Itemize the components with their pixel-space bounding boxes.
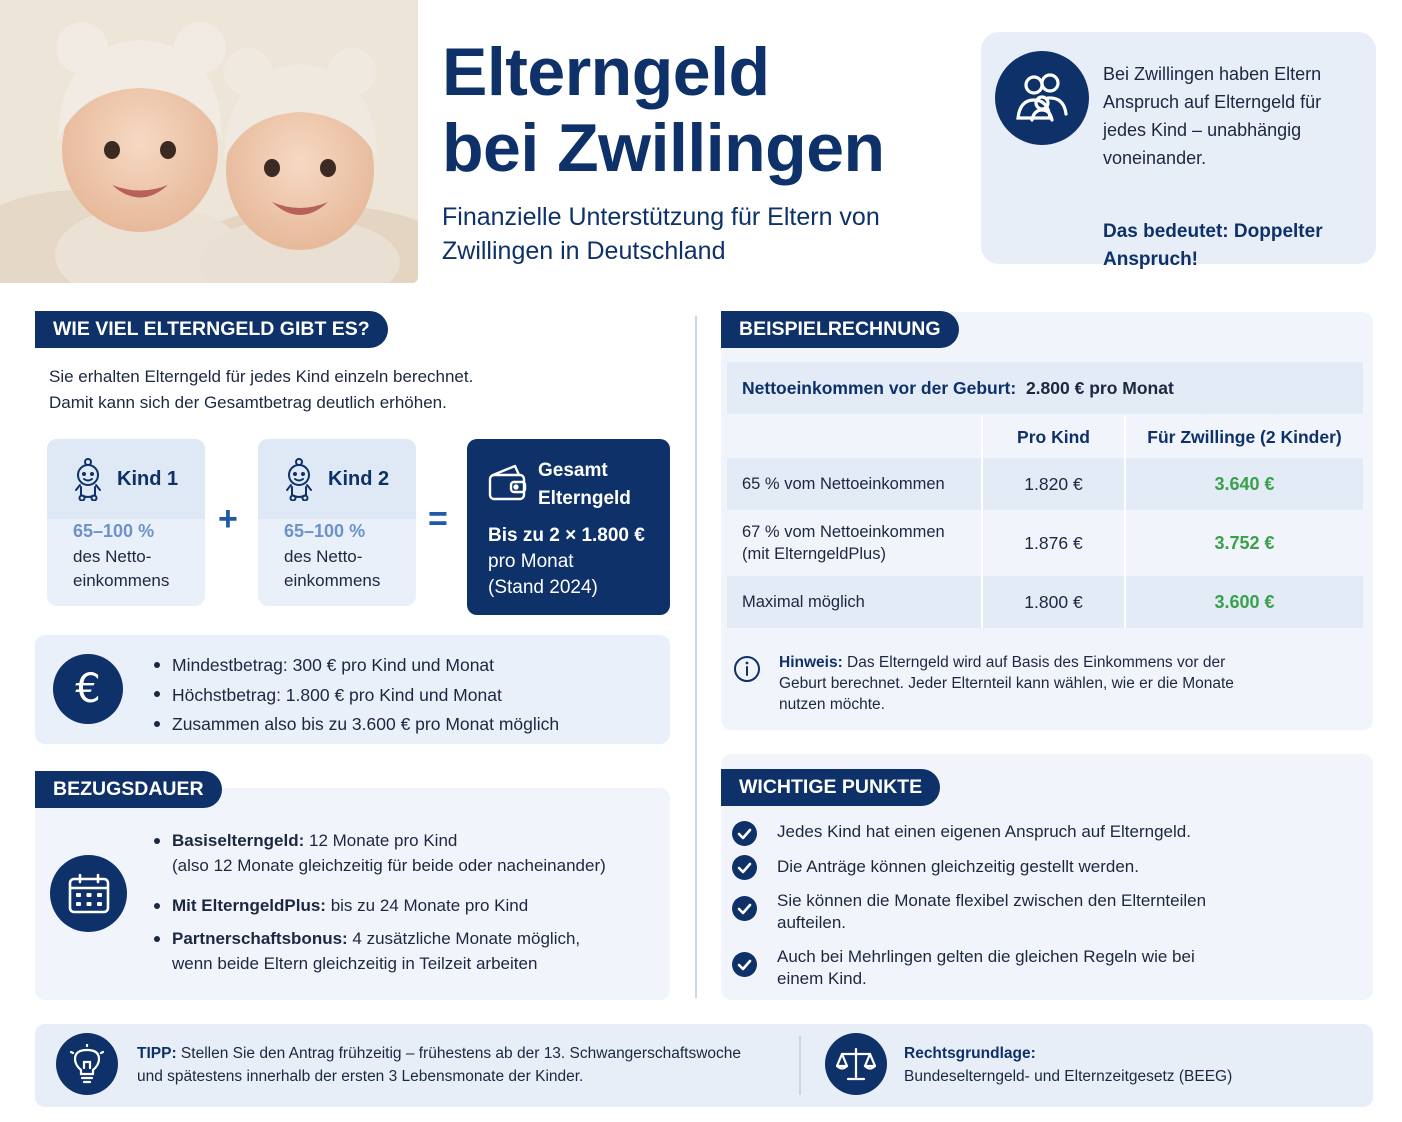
- section-heading-bezugsdauer: BEZUGSDAUER: [35, 771, 222, 808]
- desc-line: des Netto-: [284, 547, 363, 566]
- equals-sign: =: [428, 500, 448, 538]
- gesamt-title-line: Gesamt: [538, 460, 608, 481]
- item-bold: Partnerschaftsbonus:: [172, 929, 348, 948]
- subtitle-line-2: Zwillingen in Deutschland: [442, 237, 726, 265]
- highlight-line: Das bedeutet: Doppelter: [1103, 221, 1323, 242]
- item-bold: Mit ElterngeldPlus:: [172, 896, 326, 915]
- gesamt-title-line: Elterngeld: [538, 488, 631, 509]
- intro-line: Sie erhalten Elterngeld für jedes Kind einzeln berechnet.: [49, 367, 474, 386]
- list-item: Zusammen also bis zu 3.600 € pro Monat möglich: [152, 710, 559, 740]
- item-line2: (also 12 Monate gleichzeitig für beide oder nacheinander): [172, 856, 606, 875]
- row-label: 65 % vom Nettoeinkommen: [742, 474, 945, 493]
- section-heading-beispiel: BEISPIELRECHNUNG: [721, 311, 959, 348]
- twins-info-box: [981, 32, 1376, 270]
- table-row: [727, 510, 1363, 576]
- tipp-label: TIPP:: [137, 1045, 177, 1062]
- amount-limits-box: [35, 635, 670, 744]
- table-row: [727, 576, 1363, 628]
- table-row: [727, 458, 1363, 510]
- scales-icon: [825, 1033, 887, 1095]
- item-line2: wenn beide Eltern gleichzeitig in Teilzeit arbeiten: [172, 954, 538, 973]
- hinweis-line: Das Elterngeld wird auf Basis des Einkommens vor der: [842, 654, 1226, 671]
- gesamt-sub-line: pro Monat: [488, 551, 574, 572]
- euro-icon: [53, 654, 123, 724]
- list-item-line: Sie können die Monate flexibel zwischen den Elternteilen: [777, 891, 1207, 910]
- netto-label: Nettoeinkommen vor der Geburt:: [742, 377, 1017, 398]
- gesamt-sub-line: (Stand 2024): [488, 577, 598, 598]
- gesamt-title: [538, 457, 631, 513]
- row-zwillinge: 3.600 €: [1124, 576, 1363, 628]
- list-item: Mindestbetrag: 300 € pro Kind und Monat: [152, 651, 559, 681]
- kind-2-pct: 65–100 %: [284, 521, 366, 541]
- baby-icon: [71, 457, 105, 501]
- info-text: [1103, 60, 1363, 172]
- check-icon: [732, 855, 757, 880]
- kind-2-card: [258, 439, 416, 606]
- row-label: Maximal möglich: [742, 592, 865, 611]
- gesamt-sub: [488, 549, 598, 601]
- table-header-row: [727, 416, 1363, 458]
- netto-row: [727, 362, 1363, 414]
- page-title: [442, 34, 885, 186]
- list-item-line: einem Kind.: [777, 969, 867, 988]
- footer-box: [35, 1024, 1373, 1107]
- kind-2-desc: [284, 545, 380, 593]
- wie-viel-intro: [49, 364, 473, 416]
- plus-sign: +: [218, 500, 238, 538]
- gesamt-card: [467, 439, 670, 615]
- check-icon: [732, 821, 757, 846]
- subtitle-line-1: Finanzielle Unterstützung für Eltern von: [442, 203, 880, 231]
- parents-icon: [995, 51, 1089, 145]
- hinweis-label: Hinweis:: [779, 654, 843, 671]
- row-pro-kind: 1.800 €: [981, 576, 1124, 628]
- baby-icon: [282, 457, 316, 501]
- check-icon: [732, 896, 757, 921]
- list-item-line: aufteilen.: [777, 913, 846, 932]
- row-label-line: 67 % vom Nettoeinkommen: [742, 523, 945, 541]
- item-text: bis zu 24 Monate pro Kind: [325, 896, 529, 915]
- kind-1-card: [47, 439, 205, 606]
- hinweis-text: [779, 652, 1339, 715]
- list-item: [152, 893, 652, 918]
- row-pro-kind: 1.876 €: [981, 510, 1124, 576]
- hinweis-line: nutzen möchte.: [779, 696, 885, 713]
- info-line: Anspruch auf Elterngeld für: [1103, 92, 1322, 112]
- title-line-2: bei Zwillingen: [442, 110, 885, 186]
- item-bold: Basiselterngeld:: [172, 831, 305, 850]
- info-line: Bei Zwillingen haben Eltern: [1103, 64, 1322, 84]
- tipp-line: Stellen Sie den Antrag frühzeitig – frühestens ab der 13. Schwangerschaftswoche: [176, 1045, 741, 1062]
- recht-label: Rechtsgrundlage:: [904, 1045, 1036, 1062]
- page-subtitle: [442, 200, 942, 268]
- highlight-line: Anspruch!: [1103, 249, 1198, 270]
- section-heading-wie-viel: WIE VIEL ELTERNGELD GIBT ES?: [35, 311, 388, 348]
- gesamt-amount: Bis zu 2 × 1.800 €: [488, 525, 645, 546]
- list-item: [152, 926, 652, 976]
- lightbulb-icon: [56, 1033, 118, 1095]
- row-zwillinge: 3.752 €: [1124, 510, 1363, 576]
- list-item: [152, 828, 652, 878]
- item-text: 4 zusätzliche Monate möglich,: [347, 929, 581, 948]
- row-label: [727, 510, 981, 576]
- netto-value: 2.800 € pro Monat: [1025, 377, 1174, 398]
- title-line-1: Elterngeld: [442, 34, 770, 110]
- table-header: [727, 416, 981, 458]
- desc-line: des Netto-: [73, 547, 152, 566]
- row-label-line: (mit ElterngeldPlus): [742, 545, 886, 563]
- calendar-icon: [50, 855, 127, 932]
- kind-2-label: Kind 2: [328, 467, 390, 490]
- section-heading-wichtig: WICHTIGE PUNKTE: [721, 769, 940, 806]
- twins-photo: [0, 0, 418, 283]
- desc-line: einkommens: [284, 571, 381, 590]
- tipp-line: und spätestens innerhalb der ersten 3 Lebensmonate der Kinder.: [137, 1068, 584, 1085]
- item-text: 12 Monate pro Kind: [304, 831, 458, 850]
- footer-divider: [799, 1036, 801, 1095]
- row-pro-kind: 1.820 €: [981, 458, 1124, 510]
- info-highlight: [1103, 218, 1363, 274]
- table-header: Pro Kind: [981, 416, 1124, 458]
- amount-limits-list: [152, 651, 559, 740]
- hinweis-line: Geburt berechnet. Jeder Elternteil kann wählen, wie er die Monate: [779, 675, 1234, 692]
- list-item: Höchstbetrag: 1.800 € pro Kind und Monat: [152, 681, 559, 711]
- twins-illustration: [0, 0, 418, 283]
- kind-1-desc: [73, 545, 169, 593]
- bezugsdauer-list: [152, 828, 652, 976]
- info-icon: [733, 655, 761, 683]
- desc-line: einkommens: [73, 571, 170, 590]
- row-zwillinge: 3.640 €: [1124, 458, 1363, 510]
- kind-1-pct: 65–100 %: [73, 521, 155, 541]
- check-icon: [732, 952, 757, 977]
- kind-1-label: Kind 1: [117, 467, 179, 490]
- tipp-text: [137, 1042, 797, 1088]
- recht-text: [904, 1042, 1344, 1088]
- intro-line: Damit kann sich der Gesamtbetrag deutlich erhöhen.: [49, 393, 447, 412]
- list-item: Jedes Kind hat einen eigenen Anspruch auf Elterngeld.: [777, 822, 1191, 841]
- list-item: Die Anträge können gleichzeitig gestellt werden.: [777, 857, 1139, 876]
- euro-symbol: €: [75, 666, 101, 712]
- list-item-line: Auch bei Mehrlingen gelten die gleichen Regeln wie bei: [777, 947, 1195, 966]
- list-item: [777, 890, 1277, 934]
- column-divider: [695, 316, 697, 998]
- info-line: voneinander.: [1103, 148, 1207, 168]
- beispiel-table: [727, 416, 1363, 628]
- list-item: [777, 946, 1277, 990]
- info-line: jedes Kind – unabhängig: [1103, 120, 1302, 140]
- wallet-icon: [487, 461, 529, 503]
- table-header: Für Zwillinge (2 Kinder): [1124, 416, 1363, 458]
- recht-value: Bundeselterngeld- und Elternzeitgesetz (BEEG): [904, 1068, 1233, 1085]
